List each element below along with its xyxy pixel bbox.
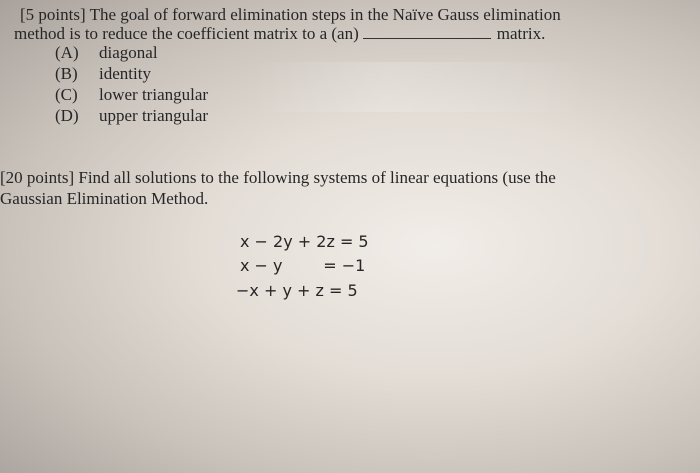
option-letter: (B) xyxy=(55,64,78,83)
option-d xyxy=(55,106,208,126)
option-b xyxy=(55,64,151,84)
option-text: lower triangular xyxy=(99,85,209,104)
answer-blank xyxy=(363,24,491,39)
option-c xyxy=(55,85,208,105)
option-a xyxy=(55,43,158,63)
equation-1: x − 2y + 2z = 5 xyxy=(240,232,369,251)
option-letter: (A) xyxy=(55,43,79,62)
option-text: identity xyxy=(99,64,151,83)
option-letter: (D) xyxy=(55,106,79,125)
equation-2: x − y = −1 xyxy=(240,256,366,275)
question1-line2-text: method is to reduce the coefficient matrix to a (an) xyxy=(14,24,359,43)
option-text: upper triangular xyxy=(99,106,209,125)
question2-line2: Gaussian Elimination Method. xyxy=(0,189,209,208)
glare xyxy=(250,62,590,112)
question1-line1: [5 points] The goal of forward elimination steps in the Naïve Gauss elimination xyxy=(20,5,561,24)
option-text: diagonal xyxy=(99,43,158,62)
question2-line1: [20 points] Find all solutions to the following systems of linear equations (use the xyxy=(0,168,556,187)
question1-line2-end: matrix. xyxy=(496,24,546,43)
option-letter: (C) xyxy=(55,85,78,104)
equation-3: −x + y + z = 5 xyxy=(236,281,358,300)
question1-line2 xyxy=(14,24,545,44)
